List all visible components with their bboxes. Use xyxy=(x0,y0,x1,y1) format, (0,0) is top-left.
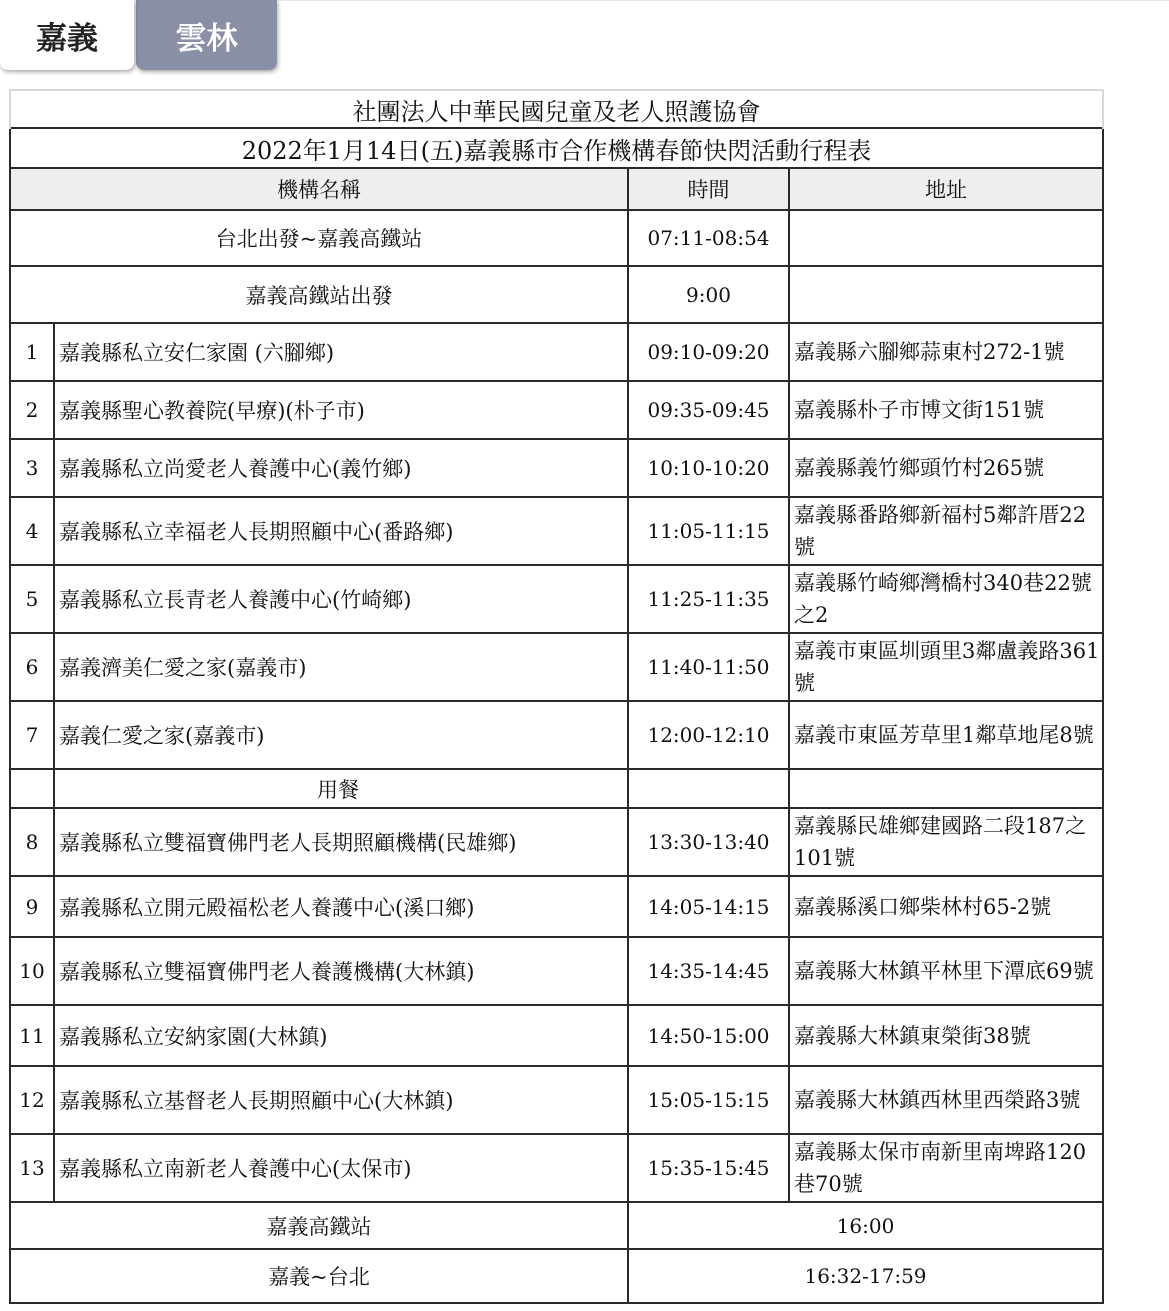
row-address: 嘉義縣溪口鄉柴林村65-2號 xyxy=(789,876,1103,937)
row-name: 嘉義縣私立雙福寶佛門老人長期照顧機構(民雄鄉) xyxy=(54,808,628,876)
row-number xyxy=(10,769,54,808)
schedule-title: 2022年1月14日(五)嘉義縣市合作機構春節快閃活動行程表 xyxy=(10,128,1103,168)
row-time: 09:10-09:20 xyxy=(628,323,789,381)
row-number: 12 xyxy=(10,1066,54,1134)
row-name: 嘉義縣私立長青老人養護中心(竹崎鄉) xyxy=(54,565,628,633)
row-time: 10:10-10:20 xyxy=(628,439,789,497)
row-number: 1 xyxy=(10,323,54,381)
table-row xyxy=(10,701,1103,769)
row-name: 嘉義縣私立幸福老人長期照顧中心(番路鄉) xyxy=(54,497,628,565)
row-number: 13 xyxy=(10,1134,54,1202)
row-time: 11:40-11:50 xyxy=(628,633,789,701)
tab-chiayi[interactable]: 嘉義 xyxy=(0,0,134,70)
table-row xyxy=(10,381,1103,439)
table-row xyxy=(10,876,1103,937)
row-address: 嘉義縣太保市南新里南埤路120巷70號 xyxy=(789,1134,1103,1202)
table-row xyxy=(10,808,1103,876)
row-label: 台北出發~嘉義高鐵站 xyxy=(10,210,628,266)
row-address: 嘉義縣大林鎮西林里西榮路3號 xyxy=(789,1066,1103,1134)
table-row xyxy=(10,633,1103,701)
table-row xyxy=(10,937,1103,1005)
row-time: 09:35-09:45 xyxy=(628,381,789,439)
table-row xyxy=(10,565,1103,633)
row-number: 8 xyxy=(10,808,54,876)
row-address: 嘉義縣大林鎮東榮街38號 xyxy=(789,1005,1103,1066)
row-time: 15:05-15:15 xyxy=(628,1066,789,1134)
row-time: 12:00-12:10 xyxy=(628,701,789,769)
row-name: 嘉義縣私立南新老人養護中心(太保市) xyxy=(54,1134,628,1202)
row-address: 嘉義縣朴子市博文街151號 xyxy=(789,381,1103,439)
row-number: 10 xyxy=(10,937,54,1005)
row-time: 14:50-15:00 xyxy=(628,1005,789,1066)
table-row xyxy=(10,1202,1103,1249)
row-time: 14:05-14:15 xyxy=(628,876,789,937)
row-number: 4 xyxy=(10,497,54,565)
row-time: 11:05-11:15 xyxy=(628,497,789,565)
row-address xyxy=(789,210,1103,266)
row-number: 6 xyxy=(10,633,54,701)
header-address: 地址 xyxy=(789,168,1103,210)
row-name: 嘉義濟美仁愛之家(嘉義市) xyxy=(54,633,628,701)
row-time xyxy=(628,769,789,808)
tab-yunlin[interactable]: 雲林 xyxy=(136,0,277,70)
row-address: 嘉義縣竹崎鄉灣橋村340巷22號之2 xyxy=(789,565,1103,633)
table-row xyxy=(10,1066,1103,1134)
table-row xyxy=(10,439,1103,497)
row-name: 嘉義縣私立雙福寶佛門老人養護機構(大林鎮) xyxy=(54,937,628,1005)
meal-row xyxy=(10,769,1103,808)
row-label: 嘉義高鐵站出發 xyxy=(10,266,628,323)
row-number: 7 xyxy=(10,701,54,769)
row-name: 嘉義縣聖心教養院(早療)(朴子市) xyxy=(54,381,628,439)
table-row xyxy=(10,497,1103,565)
row-name: 嘉義縣私立尚愛老人養護中心(義竹鄉) xyxy=(54,439,628,497)
row-number: 9 xyxy=(10,876,54,937)
row-time: 11:25-11:35 xyxy=(628,565,789,633)
table-row xyxy=(10,1005,1103,1066)
row-time: 14:35-14:45 xyxy=(628,937,789,1005)
region-tabs xyxy=(0,0,300,72)
row-address: 嘉義縣義竹鄉頭竹村265號 xyxy=(789,439,1103,497)
row-address: 嘉義縣民雄鄉建國路二段187之101號 xyxy=(789,808,1103,876)
row-time: 15:35-15:45 xyxy=(628,1134,789,1202)
row-time: 16:32-17:59 xyxy=(628,1249,1103,1303)
schedule-table xyxy=(9,89,1104,1304)
row-number: 2 xyxy=(10,381,54,439)
table-row xyxy=(10,1134,1103,1202)
row-address: 嘉義縣番路鄉新福村5鄰許厝22號 xyxy=(789,497,1103,565)
table-row xyxy=(10,1249,1103,1303)
header-time: 時間 xyxy=(628,168,789,210)
row-name: 嘉義縣私立安仁家園 (六腳鄉) xyxy=(54,323,628,381)
row-time: 16:00 xyxy=(628,1202,1103,1249)
row-label: 嘉義~台北 xyxy=(10,1249,628,1303)
row-name: 嘉義縣私立安納家園(大林鎮) xyxy=(54,1005,628,1066)
table-row xyxy=(10,323,1103,381)
row-name: 嘉義仁愛之家(嘉義市) xyxy=(54,701,628,769)
header-name: 機構名稱 xyxy=(10,168,628,210)
org-title: 社團法人中華民國兒童及老人照護協會 xyxy=(10,90,1103,128)
row-time: 13:30-13:40 xyxy=(628,808,789,876)
row-address: 嘉義市東區芳草里1鄰草地尾8號 xyxy=(789,701,1103,769)
row-name: 嘉義縣私立基督老人長期照顧中心(大林鎮) xyxy=(54,1066,628,1134)
table-row xyxy=(10,210,1103,266)
row-address: 嘉義市東區圳頭里3鄰盧義路361號 xyxy=(789,633,1103,701)
row-address xyxy=(789,769,1103,808)
row-time: 07:11-08:54 xyxy=(628,210,789,266)
row-number: 3 xyxy=(10,439,54,497)
row-label: 嘉義高鐵站 xyxy=(10,1202,628,1249)
row-address xyxy=(789,266,1103,323)
row-time: 9:00 xyxy=(628,266,789,323)
meal-label: 用餐 xyxy=(54,769,628,808)
table-row xyxy=(10,266,1103,323)
row-number: 5 xyxy=(10,565,54,633)
row-address: 嘉義縣大林鎮平林里下潭底69號 xyxy=(789,937,1103,1005)
row-number: 11 xyxy=(10,1005,54,1066)
row-address: 嘉義縣六腳鄉蒜東村272-1號 xyxy=(789,323,1103,381)
row-name: 嘉義縣私立開元殿福松老人養護中心(溪口鄉) xyxy=(54,876,628,937)
